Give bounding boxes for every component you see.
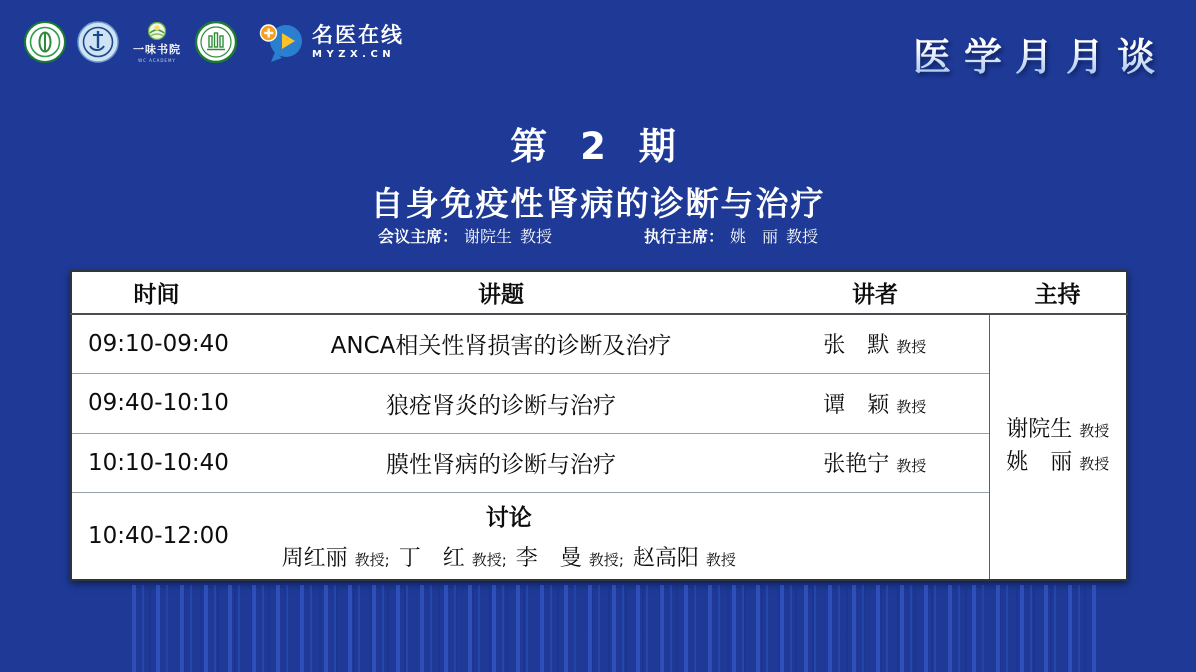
yiwei-academy-name-en: WC ACADEMY (138, 57, 176, 63)
participant-separator: ; (618, 551, 624, 570)
session-speaker (761, 433, 989, 492)
participant-degree: 教授 (354, 551, 385, 570)
barcode-decoration (132, 585, 1100, 672)
discussion-cell (241, 492, 989, 580)
conference-chair-name: 谢院生 (463, 227, 512, 246)
participant-separator: ; (501, 551, 507, 570)
agenda-table (70, 270, 1128, 581)
program-title: 医学月月谈 (913, 26, 1168, 81)
column-header-time: 时间 (71, 271, 241, 314)
participant-degree: 教授 (471, 551, 502, 570)
yiwei-academy-logo (130, 22, 184, 63)
brand-bar (0, 0, 1196, 80)
session-topic: 膜性肾病的诊断与治疗 (241, 433, 761, 492)
myzx-brand-name: 名医在线 (312, 22, 404, 47)
speaker-degree: 教授 (896, 397, 927, 416)
column-header-topic: 讲题 (241, 271, 761, 314)
participant-separator: ; (384, 551, 390, 570)
host-degree: 教授 (1079, 455, 1110, 473)
session-speaker (761, 373, 989, 433)
session-topic: 狼疮肾炎的诊断与治疗 (241, 373, 761, 433)
participant-name: 丁 红 (398, 546, 465, 572)
yiwei-academy-mark-icon (148, 22, 166, 40)
participant-name: 赵高阳 (632, 546, 699, 572)
participant-degree: 教授 (588, 551, 619, 570)
speaker-degree: 教授 (896, 457, 927, 475)
host-entry (990, 447, 1127, 480)
yiwei-academy-name: 一味书院 (133, 42, 181, 56)
myzx-bubble-icon (258, 20, 304, 64)
column-header-host: 主持 (989, 271, 1127, 314)
executive-chair-label: 执行主席： (644, 227, 725, 246)
myzx-domain: MYZX.CN (312, 48, 396, 60)
chairs-line (0, 224, 1196, 247)
green-medical-seal-icon (24, 21, 66, 63)
host-entry (990, 414, 1127, 447)
discussion-participants (241, 541, 777, 572)
speaker-name: 张艳宁 (823, 452, 890, 477)
session-time: 10:40-12:00 (71, 492, 241, 580)
speaker-degree: 教授 (896, 338, 927, 357)
session-time: 09:10-09:40 (71, 314, 241, 373)
hero (0, 116, 1196, 225)
host-name: 谢院生 (1006, 417, 1073, 442)
session-speaker (761, 314, 989, 373)
discussion-row (71, 492, 1127, 580)
session-topic-title: 自身免疫性肾病的诊断与治疗 (370, 184, 826, 223)
discussion-title: 讨论 (485, 505, 532, 532)
episode-title: 第 2 期 (510, 125, 686, 168)
host-cell (989, 314, 1127, 580)
host-name: 姚 丽 (1006, 450, 1073, 475)
participant-name: 李 曼 (515, 546, 582, 572)
host-degree: 教授 (1079, 422, 1110, 440)
agenda-row (71, 314, 1127, 373)
myzx-logo (258, 20, 404, 64)
agenda-header-row (71, 271, 1127, 314)
logo-strip (24, 20, 404, 64)
speaker-name: 张 默 (823, 333, 890, 359)
participant-degree: 教授 (705, 551, 736, 570)
participant-name: 周红丽 (281, 546, 348, 572)
executive-chair-name: 姚 丽 (730, 227, 779, 246)
green-academy-seal-icon (195, 21, 237, 63)
agenda-row (71, 433, 1127, 492)
speaker-name: 谭 颖 (823, 392, 890, 418)
conference-chair-label: 会议主席： (377, 227, 458, 246)
conference-chair-degree: 教授 (519, 227, 552, 246)
executive-chair-degree: 教授 (786, 227, 819, 246)
session-topic: ANCA相关性肾损害的诊断及治疗 (241, 314, 761, 373)
conference-chair (378, 224, 552, 247)
column-header-speaker: 讲者 (761, 271, 989, 314)
executive-chair (644, 224, 818, 247)
agenda-row (71, 373, 1127, 433)
blue-hospital-seal-icon (77, 21, 119, 63)
session-time: 10:10-10:40 (71, 433, 241, 492)
agenda-table-wrap (70, 270, 1128, 581)
session-time: 09:40-10:10 (71, 373, 241, 433)
